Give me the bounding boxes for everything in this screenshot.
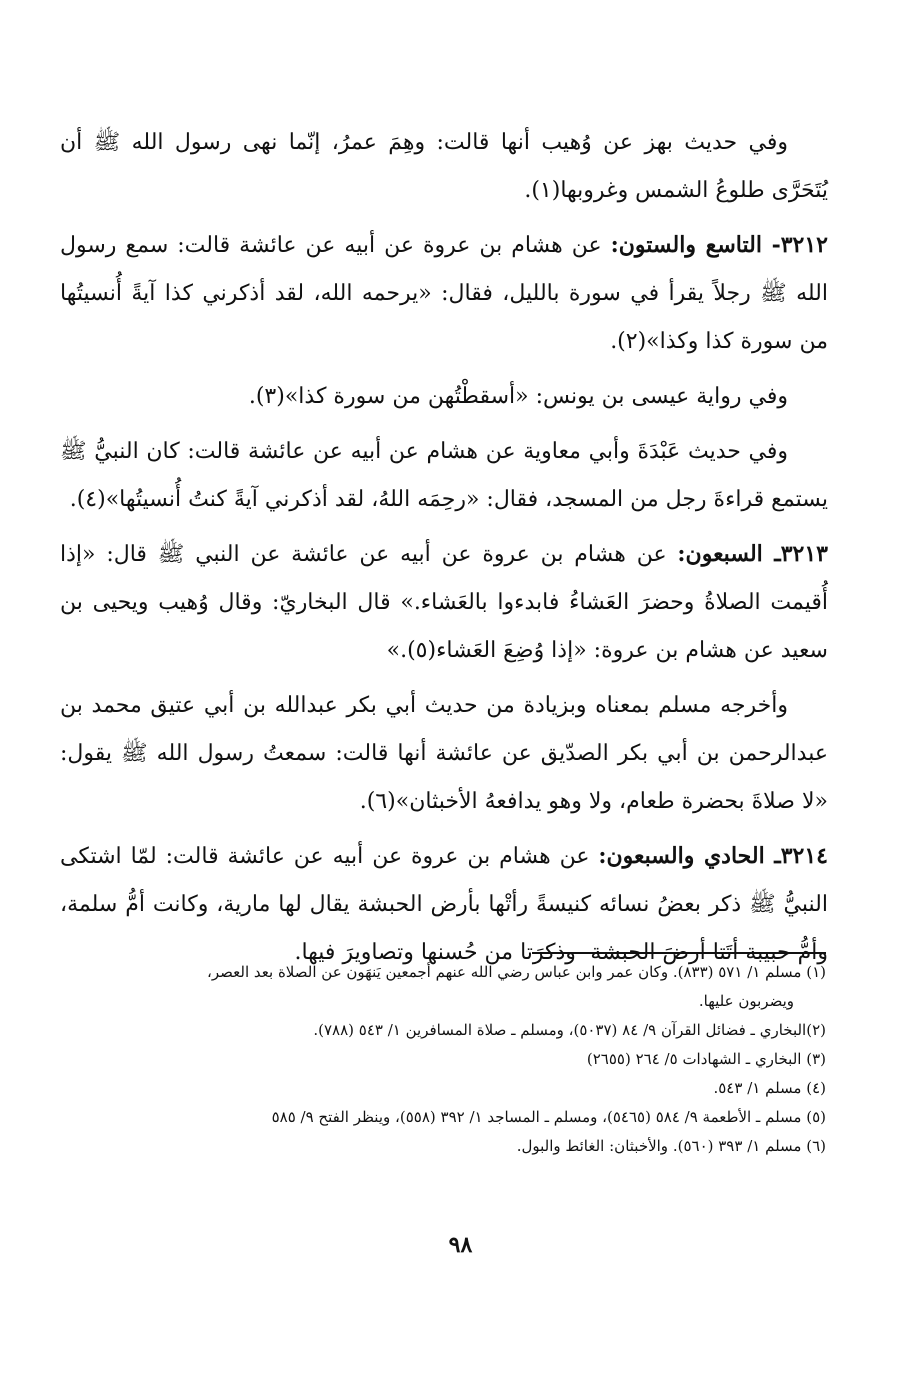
paragraph-text: وأخرجه مسلم بمعناه وبزيادة من حديث أبي بكر عبدالله بن أبي عتيق محمد بن عبدالرحمن بن أبي بكر الصدّيق عن عائشة أنها قالت: سمعتُ رسول الله ﷺ يقول: «لا صلاةَ بحضرة طعام، ولا وهو يدافعهُ الأخبثان»(٦). xyxy=(60,693,828,814)
paragraph-7 xyxy=(60,832,828,977)
paragraph-5 xyxy=(60,530,828,675)
paragraph-4 xyxy=(60,427,828,524)
paragraph-3 xyxy=(60,372,828,421)
paragraph-6 xyxy=(60,681,828,826)
paragraph-text: عن هشام بن عروة عن أبيه عن عائشة قالت: لمّا اشتكى النبيُّ ﷺ ذكر بعضُ نسائه كنيسةً رأتْها بأرض الحبشة يقال لها مارية، وكانت أمُّ سلمة، وأمُّ حبيبة أتَتا أرضَ الحبشة- وذكرَتا من حُسنها وتصاويرَ فيها. xyxy=(60,844,828,965)
footnote-divider xyxy=(532,952,826,954)
footnote-2 xyxy=(150,1016,826,1045)
footnote-4 xyxy=(150,1074,826,1103)
page-number: ٩٨ xyxy=(448,1232,473,1258)
footnote-1-continuation xyxy=(150,987,826,1016)
hadith-number: ٣٢١٣ـ السبعون: xyxy=(677,541,828,567)
footnote-text: (٢)البخاري ـ فضائل القرآن ٩/ ٨٤ (٥٠٣٧)، ومسلم ـ صلاة المسافرين ١/ ٥٤٣ (٧٨٨). xyxy=(313,1021,826,1039)
paragraph-text: عن هشام بن عروة عن أبيه عن عائشة عن النبي ﷺ قال: «إذا أُقيمت الصلاةُ وحضرَ العَشاءُ فابدءوا بالعَشاء.» قال البخاريّ: وقال وُهيب ويحيى بن سعيد عن هشام بن عروة: «إذا وُضِعَ العَشاء(٥).» xyxy=(60,542,828,663)
footnote-text: (٥) مسلم ـ الأطعمة ٩/ ٥٨٤ (٥٤٦٥)، ومسلم ـ المساجد ١/ ٣٩٢ (٥٥٨)، وينظر الفتح ٩/ ٥٨٥ xyxy=(271,1108,826,1126)
footnote-1 xyxy=(150,958,826,987)
main-text xyxy=(60,118,828,983)
footnote-6 xyxy=(150,1132,826,1161)
footnote-text: (٦) مسلم ١/ ٣٩٣ (٥٦٠). والأخبثان: الغائط والبول. xyxy=(516,1137,826,1155)
paragraph-text: وفي رواية عيسى بن يونس: «أسقطْتُهن من سورة كذا»(٣). xyxy=(248,384,788,409)
paragraph-text: وفي حديث عَبْدَةَ وأبي معاوية عن هشام عن أبيه عن عائشة قالت: كان النبيُّ ﷺ يستمع قراءةَ رجل من المسجد، فقال: «رحِمَه اللهُ، لقد أذكرني آيةً كنتُ أُنسيتُها»(٤). xyxy=(60,439,828,512)
footnote-3 xyxy=(150,1045,826,1074)
footnote-5 xyxy=(150,1103,826,1132)
footnote-text: ويضربون عليها. xyxy=(698,992,794,1010)
footnote-text: (٣) البخاري ـ الشهادات ٥/ ٢٦٤ (٢٦٥٥) xyxy=(586,1050,826,1068)
paragraph-text: وفي حديث بهز عن وُهيب أنها قالت: وهِمَ عمرُ، إنّما نهى رسول الله ﷺ أن يُتَحَرَّى طلوعُ الشمس وغروبها(١). xyxy=(60,130,828,203)
hadith-number: ٣٢١٢- التاسع والستون: xyxy=(610,232,828,258)
paragraph-text: عن هشام بن عروة عن أبيه عن عائشة قالت: سمع رسول الله ﷺ رجلاً يقرأ في سورة بالليل، فقال: «يرحمه الله، لقد أذكرني كذا آيةً أُنسيتُها من سورة كذا وكذا»(٢). xyxy=(60,233,828,354)
paragraph-1 xyxy=(60,118,828,215)
footnote-text: (٤) مسلم ١/ ٥٤٣. xyxy=(713,1079,826,1097)
footnotes xyxy=(150,958,826,1161)
hadith-number: ٣٢١٤ـ الحادي والسبعون: xyxy=(598,843,828,869)
paragraph-2 xyxy=(60,221,828,366)
footnote-text: (١) مسلم ١/ ٥٧١ (٨٣٣). وكان عمر وابن عباس رضي الله عنهم أجمعين يَنهَون عن الصلاة بعد العصر، xyxy=(207,963,826,981)
